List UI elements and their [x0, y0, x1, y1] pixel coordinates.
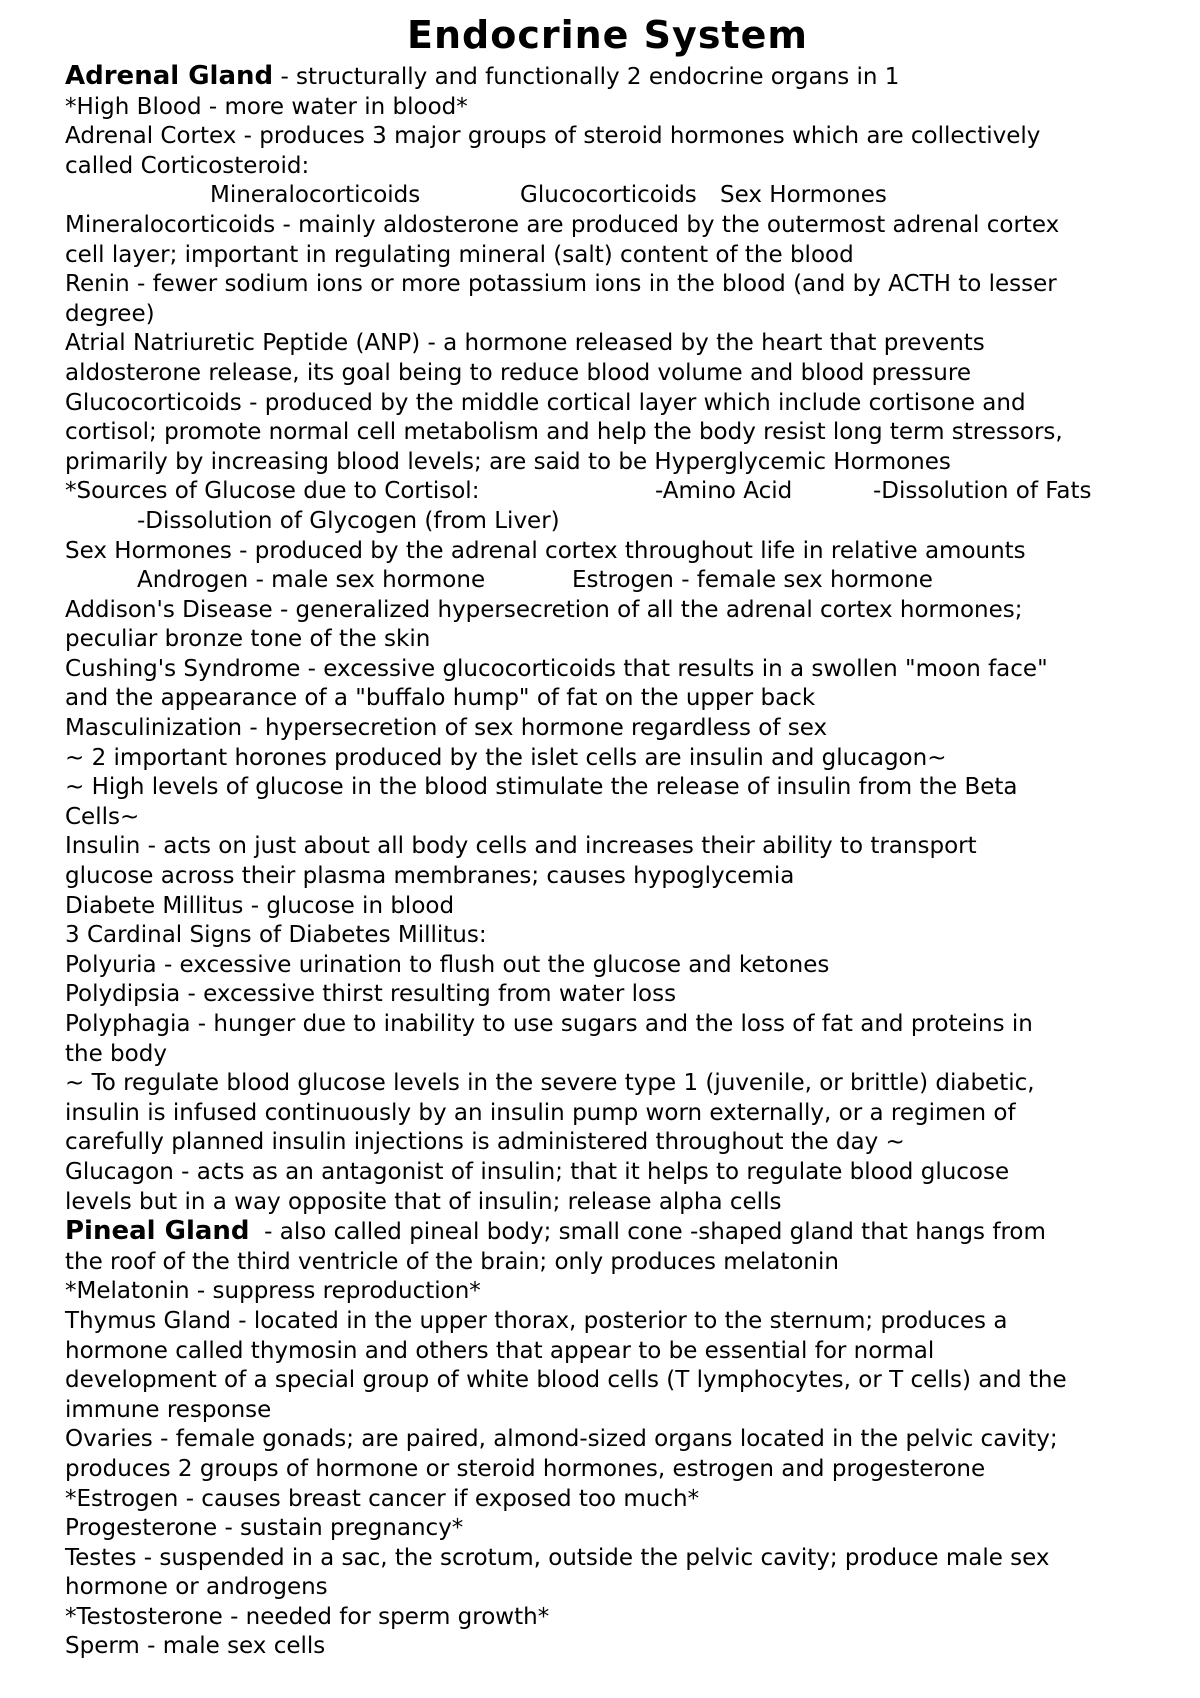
section-heading-pineal: Pineal Gland: [65, 1216, 250, 1247]
text-line: glucose across their plasma membranes; causes hypoglycemia: [65, 863, 795, 890]
text-line: Progesterone - sustain pregnancy*: [65, 1515, 464, 1542]
text-line: *High Blood - more water in blood*: [65, 93, 468, 120]
text-line: primarily by increasing blood levels; are said to be Hyperglycemic Hormones: [65, 448, 951, 475]
text-line: hormone or androgens: [65, 1574, 328, 1601]
group-sex-hormones: Sex Hormones: [720, 182, 887, 209]
group-mineralocorticoids: Mineralocorticoids: [210, 182, 421, 209]
text-line: Adrenal Cortex - produces 3 major groups of steroid hormones which are collectively: [65, 123, 1041, 150]
text-line: Masculinization - hypersecretion of sex hormone regardless of sex: [65, 715, 828, 742]
text-line: Cushing's Syndrome - excessive glucocorticoids that results in a swollen "moon face": [65, 655, 1048, 682]
group-glucocorticoids: Glucocorticoids: [520, 182, 697, 209]
text-line: the body: [65, 1040, 167, 1067]
text-line: *Melatonin - suppress reproduction*: [65, 1278, 481, 1305]
text-line: Thymus Gland - located in the upper thorax, posterior to the sternum; produces a: [65, 1307, 1008, 1334]
text-line: immune response: [65, 1396, 272, 1423]
page-title: Endocrine System: [407, 13, 808, 57]
text-line: ~ To regulate blood glucose levels in the severe type 1 (juvenile, or brittle) diabetic,: [65, 1070, 1035, 1097]
pineal-heading-line: [65, 1217, 1150, 1248]
text-line: insulin is infused continuously by an insulin pump worn externally, or a regimen of: [65, 1099, 1016, 1126]
text-line: degree): [65, 300, 155, 327]
text-line: carefully planned insulin injections is administered throughout the day ~: [65, 1129, 905, 1156]
text-line: cortisol; promote normal cell metabolism and help the body resist long term stressors,: [65, 419, 1063, 446]
text-line: ~ 2 important horones produced by the islet cells are insulin and glucagon~: [65, 744, 947, 771]
source-amino-acid: -Amino Acid: [655, 478, 793, 505]
source-glycogen: -Dissolution of Glycogen (from Liver): [137, 507, 560, 534]
text-line: the roof of the third ventricle of the brain; only produces melatonin: [65, 1248, 839, 1275]
text-line: Polydipsia - excessive thirst resulting from water loss: [65, 981, 677, 1008]
text-line: peculiar bronze tone of the skin: [65, 626, 431, 653]
pineal-intro: - also called pineal body; small cone -shaped gland that hangs from: [249, 1219, 1046, 1246]
source-fats: -Dissolution of Fats: [873, 478, 1092, 505]
text-line: development of a special group of white blood cells (T lymphocytes, or T cells) and the: [65, 1367, 1067, 1394]
text-line: Atrial Natriuretic Peptide (ANP) - a hormone released by the heart that prevents: [65, 330, 985, 357]
text-line: Insulin - acts on just about all body cells and increases their ability to transport: [65, 833, 977, 860]
text-line: Renin - fewer sodium ions or more potassium ions in the blood (and by ACTH to lesser: [65, 271, 1057, 298]
androgen-text: Androgen - male sex hormone: [137, 567, 486, 594]
text-line: called Corticosteroid:: [65, 152, 310, 179]
adrenal-heading-line: [65, 62, 1150, 93]
text-line: Cells~: [65, 803, 140, 830]
text-line: Polyphagia - hunger due to inability to use sugars and the loss of fat and proteins in: [65, 1011, 1033, 1037]
text-line: ~ High levels of glucose in the blood stimulate the release of insulin from the Beta: [65, 774, 1018, 801]
text-line: Polyuria - excessive urination to flush out the glucose and ketones: [65, 951, 830, 978]
corticosteroid-groups: [65, 181, 1150, 211]
sex-hormones-line: [65, 566, 1150, 596]
adrenal-intro: - structurally and functionally 2 endocrine organs in 1: [273, 64, 900, 90]
text-line: Glucocorticoids - produced by the middle cortical layer which include cortisone and: [65, 389, 1026, 416]
sources-label: *Sources of Glucose due to Cortisol:: [65, 478, 480, 505]
section-heading-adrenal: Adrenal Gland: [65, 61, 274, 91]
text-line: Mineralocorticoids - mainly aldosterone are produced by the outermost adrenal cortex: [65, 211, 1060, 238]
text-line: *Testosterone - needed for sperm growth*: [65, 1603, 550, 1630]
text-line: 3 Cardinal Signs of Diabetes Millitus:: [65, 922, 487, 949]
text-line: Addison's Disease - generalized hypersecretion of all the adrenal cortex hormones;: [65, 596, 1023, 623]
text-line: Testes - suspended in a sac, the scrotum, outside the pelvic cavity; produce male sex: [65, 1544, 1050, 1571]
text-line: Glucagon - acts as an antagonist of insulin; that it helps to regulate blood glucose: [65, 1158, 1010, 1185]
text-line: cell layer; important in regulating mineral (salt) content of the blood: [65, 241, 854, 268]
estrogen-text: Estrogen - female sex hormone: [572, 567, 933, 594]
text-line: Diabete Millitus - glucose in blood: [65, 892, 455, 919]
text-line: Ovaries - female gonads; are paired, almond-sized organs located in the pelvic cavity;: [65, 1426, 1058, 1453]
text-line: aldosterone release, its goal being to reduce blood volume and blood pressure: [65, 359, 971, 386]
text-line: Sex Hormones - produced by the adrenal cortex throughout life in relative amounts: [65, 537, 1026, 564]
text-line: produces 2 groups of hormone or steroid hormones, estrogen and progesterone: [65, 1455, 986, 1482]
text-line: Sperm - male sex cells: [65, 1633, 326, 1660]
text-line: hormone called thymosin and others that appear to be essential for normal: [65, 1337, 935, 1364]
glucose-sources-line: [65, 477, 1150, 507]
text-line: *Estrogen - causes breast cancer if exposed too much*: [65, 1485, 700, 1512]
text-line: levels but in a way opposite that of insulin; release alpha cells: [65, 1188, 782, 1215]
text-line: and the appearance of a "buffalo hump" of fat on the upper back: [65, 685, 816, 712]
